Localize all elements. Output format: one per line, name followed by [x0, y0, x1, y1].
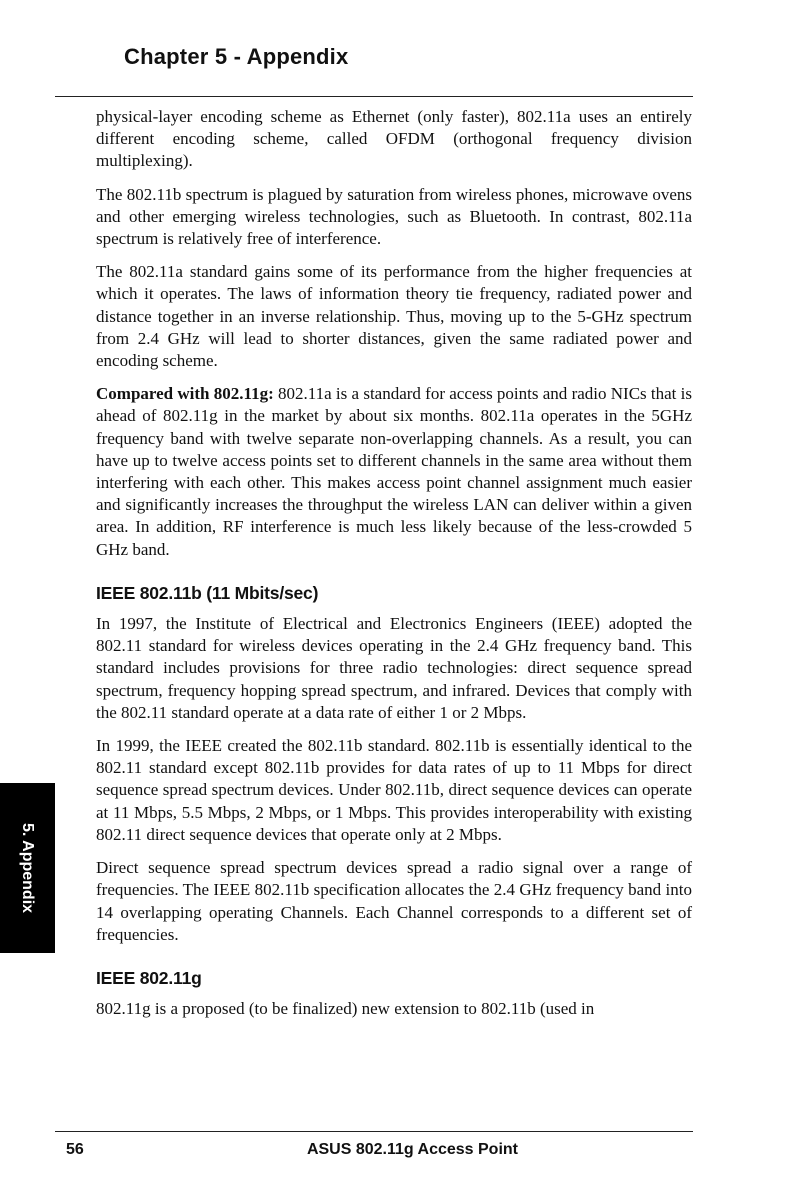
paragraph-80211g: 802.11g is a proposed (to be finalized) new extension to 802.11b (used in — [96, 999, 595, 1019]
compared-text: 802.11a is a standard for access points and radio NICs that is ahead of 802.11g in the market by about six months. 802.11a operates in the 5GHz frequency band with twelve separate non-overlapping channels. As a result, you can have up to twelve access points set to different channels in the same area without them interfering with each other. This makes access point channel assignment much easier and significantly increases the throughput the wireless LAN can deliver within a given area. In addition, RF interference is much less likely because of the less-crowded 5 GHz band. — [96, 384, 692, 559]
footer-rule — [55, 1131, 693, 1132]
side-tab-label: 5. Appendix — [19, 822, 36, 914]
page-number: 56 — [66, 1141, 84, 1158]
footer-title: ASUS 802.11g Access Point — [306, 1141, 518, 1158]
appendix-side-tab — [0, 783, 55, 953]
paragraph-spectrum: The 802.11b spectrum is plagued by saturation from wireless phones, microwave ovens and other emerging wireless technologies, such as Bluetooth. In contrast, 802.11a spectrum is relatively free of interference. — [96, 184, 692, 249]
paragraph-compared-11g — [96, 383, 692, 561]
chapter-title: Chapter 5 - Appendix — [124, 44, 349, 69]
heading-ieee-80211g: IEEE 802.11g — [96, 967, 202, 988]
compared-lead: Compared with 802.11g: — [96, 384, 274, 404]
paragraph-dsss: Direct sequence spread spectrum devices spread a radio signal over a range of frequencies. The IEEE 802.11b specification allocates the 2.4 GHz frequency band into 14 overlapping operating Channels. Each Channel corresponds to a different set of frequencies. — [96, 858, 692, 944]
paragraph-ofdm: physical-layer encoding scheme as Ethernet (only faster), 802.11a uses an entirely different encoding scheme, called OFDM (orthogonal frequency division multiplexing). — [96, 107, 692, 171]
paragraph-1997: In 1997, the Institute of Electrical and Electronics Engineers (IEEE) adopted the 802.11 standard for wireless devices operating in the 2.4 GHz frequency band. This standard includes provisions for three radio technologies: direct sequence spread spectrum, frequency hopping spread spectrum, and infrared. Devices that comply with the 802.11 standard operate at a data rate of either 1 or 2 Mbps. — [96, 614, 692, 722]
paragraph-performance: The 802.11a standard gains some of its performance from the higher frequencies at which it operates. The laws of information theory tie frequency, radiated power and distance together in an inverse relationship. Thus, moving up to the 5-GHz spectrum from 2.4 GHz will lead to shorter distances, given the same radiated power and encoding scheme. — [96, 262, 692, 371]
paragraph-1999: In 1999, the IEEE created the 802.11b standard. 802.11b is essentially identical to the 802.11 standard except 802.11b provides for data rates of up to 11 Mbps for direct sequence spread spectrum devices. Under 802.11b, direct sequence devices can operate at 11 Mbps, 5.5 Mbps, 2 Mbps, or 1 Mbps. This provides interoperability with existing 802.11 direct sequence devices that operate only at 2 Mbps. — [96, 736, 692, 844]
header-rule — [55, 96, 693, 97]
page-body — [96, 106, 692, 1031]
heading-ieee-80211b: IEEE 802.11b (11 Mbits/sec) — [96, 582, 319, 603]
